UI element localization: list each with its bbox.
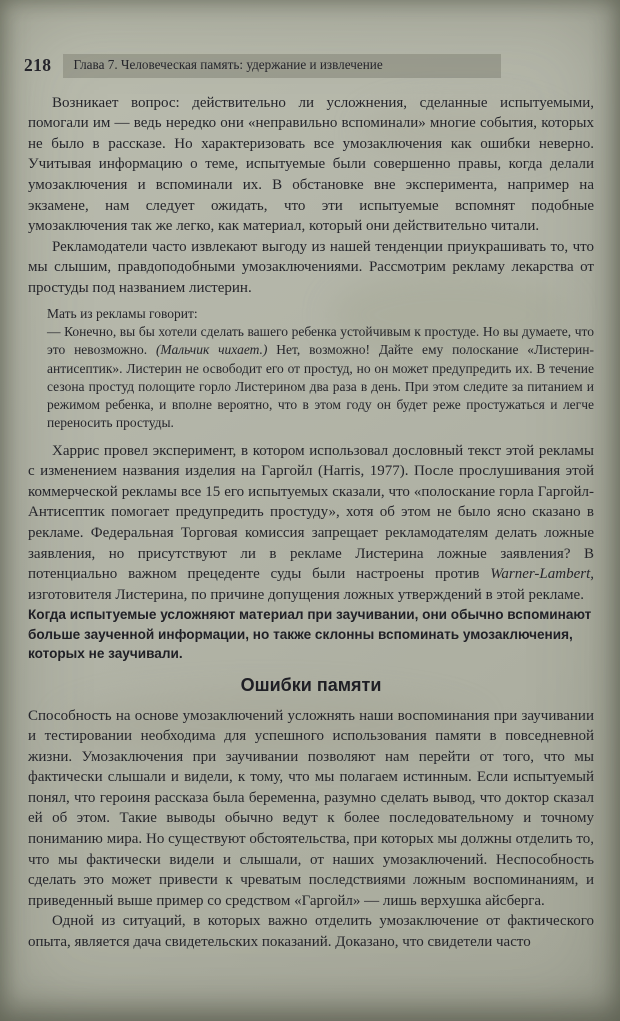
ad-quote-text	[47, 323, 594, 431]
harris-part2: , изготовителя Листерина, по причине допущения ложных утверждений в этой рекламе.	[28, 566, 594, 603]
ad-quote-part1: — Конечно, вы бы хотели сделать вашего ребенка устойчивым к простуде. Но вы думаете, что это невозможно.	[47, 324, 594, 358]
harris-company-name: Warner-Lambert	[490, 566, 591, 583]
page-header	[24, 54, 592, 77]
page-body	[0, 93, 620, 953]
paragraph-question: Возникает вопрос: действительно ли усложнения, сделанные испытуемыми, помогали им — ведь нередко они «неправильно вспоминали» многие события, которых не было в рассказе. Но характеризовать все умозаключения как ошибки неверно. Учитывая информацию о теме, испытуемые были совершенно правы, когда делали умозаключения и вспоминали их. В обстановке вне эксперимента, например на экзамене, нам следует ожидать, что эти испытуемые вспомнят подобные умозаключения так же легко, как материал, который они действительно читали.	[28, 94, 594, 235]
section-heading: Ошибки памяти	[240, 675, 382, 696]
paragraph-harris	[28, 441, 594, 605]
ad-quote-intro: Мать из рекламы говорит:	[47, 306, 198, 322]
summary-note: Когда испытуемые усложняют материал при заучивании, они обычно вспоминают больше заученной информации, но также склонны вспоминать умозаключения, которых не заучивали.	[28, 607, 592, 661]
paragraph-memory-errors: Способность на основе умозаключений усложнять наши воспоминания при заучивании и тестировании необходима для успешного использования памяти в повседневной жизни. Умозаключения при заучивании позволяют нам перейти от того, что мы фактически слышали и видели, к тому, что мы полагаем истинным. Если испытуемый понял, что героиня рассказа была беременна, разумно сделать вывод, что доктор сказал ей об этом. Такие выводы обычно ведут к более последовательному и точному пониманию мира. Но существуют обстоятельства, при которых мы должны отделить то, что мы фактически видели и слышали, от наших умозаключений. Неспособность сделать это может привести к чреватым последствиями ложным воспоминаниям, и приведенный выше пример со средством «Гаргойл» — лишь верхушка айсберга.	[28, 707, 594, 909]
harris-part1: Харрис провел эксперимент, в котором использовал дословный текст этой рекламы с изменением названия изделия на Гаргойл (Harris, 1977). После прослушивания этой коммерческой рекламы все 15 его испытуемых сказали, что «полоскание горла Гаргойл-Антисептик помогает предупредить простуду», хотя об этом не было ясно сказано в рекламе. Федеральная Торговая комиссия запрещает рекламодателям делать ложные заявления, но присутствуют ли в рекламе Листерина ложные заявления? В потенциально важном прецеденте суды были настроены против	[28, 442, 594, 583]
ad-quote-part2: Нет, возможно! Дайте ему полоскание «Листерин-антисептик». Листерин не освободит его от простуд, но он может предупредить их. В течение сезона простуд полощите горло Листерином два раза в день. При этом следите за питанием и режимом ребенка, и вполне вероятно, что в этом году он будет реже простужаться и легче переносить простуды.	[47, 342, 594, 430]
ad-quote-block	[28, 305, 594, 432]
chapter-title: Глава 7. Человеческая память: удержание и извлечение	[63, 54, 501, 77]
paragraph-eyewitness: Одной из ситуаций, в которых важно отделить умозаключение от фактического опыта, является дача свидетельских показаний. Доказано, что свидетели часто	[28, 913, 594, 950]
paragraph-advertisers: Рекламодатели часто извлекают выгоду из нашей тенденции приукрашивать то, что мы слышим, правдоподобными умозаключениями. Рассмотрим рекламу лекарства от простуды под названием листерин.	[28, 238, 594, 296]
page-number: 218	[24, 54, 52, 75]
ad-quote-stage-direction: (Мальчик чихает.)	[155, 342, 268, 358]
